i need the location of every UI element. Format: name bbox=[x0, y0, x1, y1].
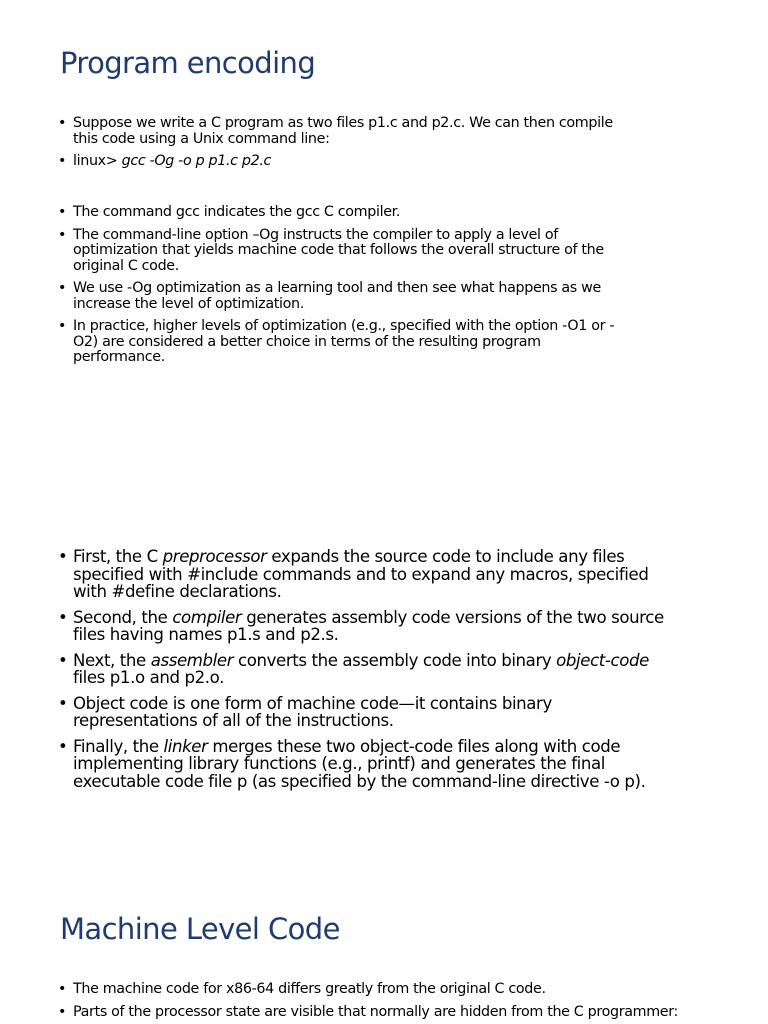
list-item: • In practice, higher levels of optimization (e.g., specified with the option -O1 or - O2) are considered a better choice in terms of the resulting program performance. bbox=[58, 318, 615, 365]
bullet-icon: • bbox=[58, 115, 67, 131]
bullet-icon: • bbox=[58, 226, 67, 243]
list-item: • The command gcc indicates the gcc C compiler. bbox=[58, 204, 401, 220]
program-encoding-intro-list bbox=[58, 116, 708, 177]
bullet-icon: • bbox=[58, 736, 68, 756]
list-item-compiler: • Second, the compiler generates assembly code versions of the two source files having names p1.s and p2.s. bbox=[58, 607, 664, 644]
list-item: • Suppose we write a C program as two files p1.c and p2.c. We can then compile this code using a Unix command line: bbox=[58, 115, 613, 147]
bullet-icon: • bbox=[58, 153, 67, 169]
bullet-icon: • bbox=[58, 981, 67, 997]
list-item-preprocessor: • First, the C preprocessor expands the source code to include any files specified with #include commands and to expand any macros, specified with #define declarations. bbox=[58, 547, 649, 601]
bullet-icon: • bbox=[58, 1003, 67, 1020]
bullet-icon: • bbox=[58, 280, 67, 296]
list-item: • Parts of the processor state are visible that normally are hidden from the C programmer: bbox=[58, 1003, 678, 1020]
list-item: • The machine code for x86-64 differs greatly from the original C code. bbox=[58, 981, 546, 997]
machine-level-code-list bbox=[58, 982, 708, 1024]
title-machine-level-code: Machine Level Code bbox=[60, 912, 340, 946]
bullet-icon: • bbox=[58, 318, 67, 334]
bullet-icon: • bbox=[58, 650, 68, 670]
bullet-icon: • bbox=[58, 693, 68, 713]
gcc-options-list bbox=[58, 205, 708, 373]
shell-prompt: linux> bbox=[73, 153, 122, 169]
list-item: • The command-line option –Og instructs the compiler to apply a level of optimization that yields machine code that follows the overall structure of the original C code. bbox=[58, 226, 604, 274]
list-item-assembler: • Next, the assembler converts the assembly code into binary object-code files p1.o and p2.o. bbox=[58, 650, 649, 687]
bullet-icon: • bbox=[58, 547, 68, 566]
title-program-encoding: Program encoding bbox=[60, 46, 316, 80]
gcc-command: gcc -Og -o p p1.c p2.c bbox=[121, 153, 272, 169]
bullet-icon: • bbox=[58, 204, 67, 220]
list-item bbox=[58, 154, 708, 170]
list-item-object-code: • Object code is one form of machine code—it contains binary representations of all of the instructions. bbox=[58, 693, 552, 730]
compilation-steps-list bbox=[58, 548, 708, 798]
bullet-icon: • bbox=[58, 607, 68, 627]
list-item-linker: • Finally, the linker merges these two object-code files along with code implementing library functions (e.g., printf) and generates the final executable code file p (as specified by the command-line directive -o p). bbox=[58, 736, 646, 791]
list-item: • We use -Og optimization as a learning tool and then see what happens as we increase the level of optimization. bbox=[58, 280, 601, 312]
